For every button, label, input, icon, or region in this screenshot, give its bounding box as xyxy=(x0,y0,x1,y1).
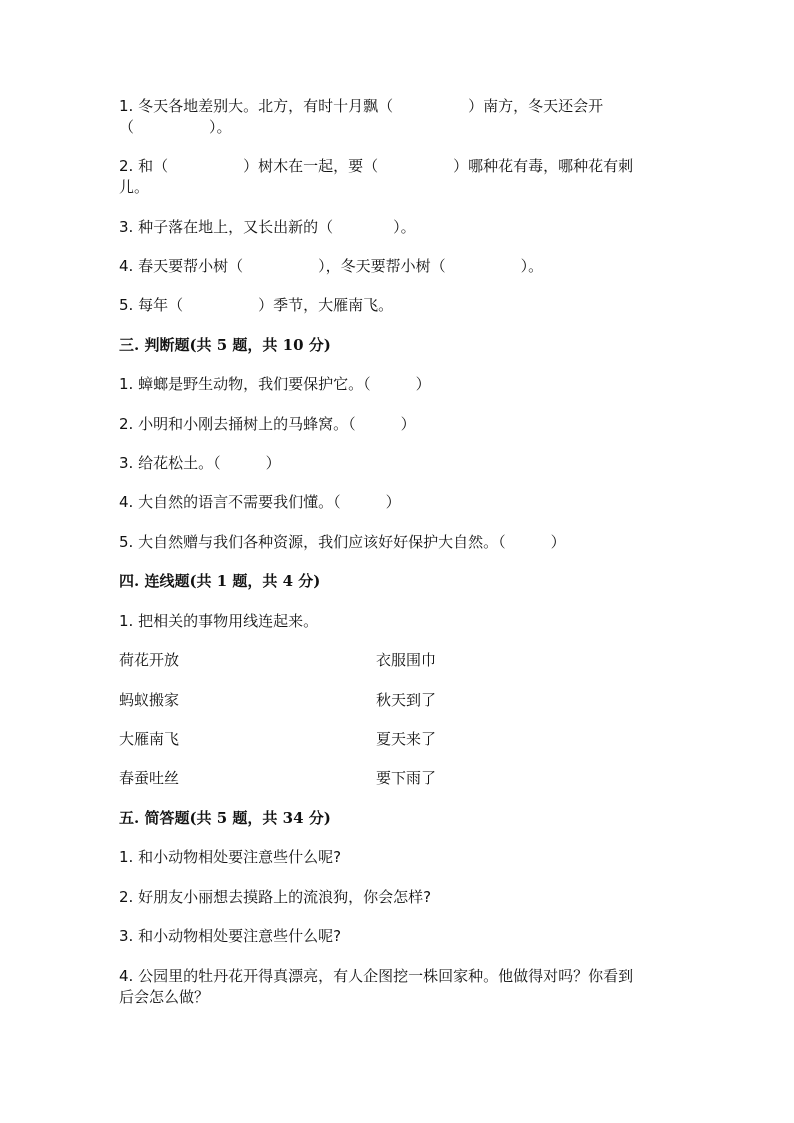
match-left-item: 大雁南飞 xyxy=(119,730,180,748)
match-right-item: 衣服围巾 xyxy=(376,651,437,669)
fill-q1-line2: （ ）。 xyxy=(119,118,232,136)
fill-q3: 3. 种子落在地上，又长出新的（ ）。 xyxy=(119,218,416,236)
section3-title: 三. 判断题(共 5 题，共 10 分) xyxy=(119,336,331,354)
fill-q5: 5. 每年（ ）季节，大雁南飞。 xyxy=(119,296,394,314)
sa-q1: 1. 和小动物相处要注意些什么呢? xyxy=(119,848,342,866)
section5-title: 五. 简答题(共 5 题，共 34 分) xyxy=(119,809,331,827)
sa-q4-line1: 4. 公园里的牡丹花开得真漂亮，有人企图挖一株回家种。他做得对吗？你看到 xyxy=(119,967,634,985)
fill-q4: 4. 春天要帮小树（ ），冬天要帮小树（ ）。 xyxy=(119,257,544,275)
match-left-item: 春蚕吐丝 xyxy=(119,769,180,787)
sa-q2: 2. 好朋友小丽想去摸路上的流浪狗，你会怎样? xyxy=(119,888,432,906)
tf-q4: 4. 大自然的语言不需要我们懂。（ ） xyxy=(119,493,401,511)
tf-q5: 5. 大自然赠与我们各种资源，我们应该好好保护大自然。（ ） xyxy=(119,533,566,551)
fill-q1-line1: 1. 冬天各地差别大。北方，有时十月飘（ ）南方，冬天还会开 xyxy=(119,97,604,115)
tf-q3: 3. 给花松土。（ ） xyxy=(119,454,281,472)
fill-q2-line2: 儿。 xyxy=(119,178,150,196)
match-left-item: 荷花开放 xyxy=(119,651,180,669)
sa-q4-line2: 后会怎么做？ xyxy=(119,988,210,1006)
fill-q2-line1: 2. 和（ ）树木在一起，要（ ）哪种花有毒，哪种花有刺 xyxy=(119,157,634,175)
match-right-item: 要下雨了 xyxy=(376,769,437,787)
match-q1: 1. 把相关的事物用线连起来。 xyxy=(119,612,319,630)
section4-title: 四. 连线题(共 1 题，共 4 分) xyxy=(119,572,321,590)
tf-q2: 2. 小明和小刚去捅树上的马蜂窝。（ ） xyxy=(119,415,416,433)
match-right-item: 夏天来了 xyxy=(376,730,437,748)
match-left-item: 蚂蚁搬家 xyxy=(119,691,180,709)
tf-q1: 1. 蟑螂是野生动物，我们要保护它。（ ） xyxy=(119,375,431,393)
match-right-item: 秋天到了 xyxy=(376,691,437,709)
sa-q3: 3. 和小动物相处要注意些什么呢? xyxy=(119,927,342,945)
